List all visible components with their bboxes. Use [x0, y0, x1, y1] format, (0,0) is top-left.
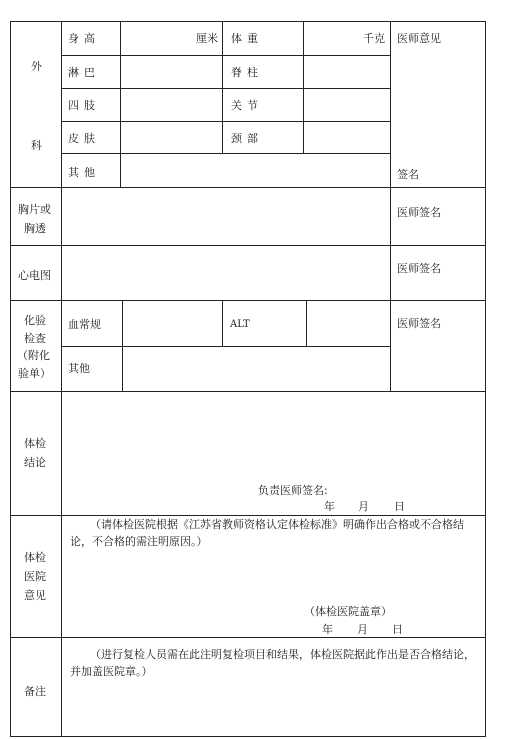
conclusion-year: 年	[324, 500, 335, 513]
lab-other-label: 其他	[68, 362, 90, 375]
neck-label: 颈部	[231, 132, 263, 145]
weight-unit: 千克	[363, 32, 385, 45]
doctor-opinion-label: 医师意见	[397, 32, 441, 45]
conclusion-label-line1: 体检	[24, 437, 46, 450]
chest-result-field[interactable]	[62, 188, 389, 244]
remarks-label: 备注	[24, 685, 46, 698]
divider-ecg-bottom	[10, 300, 486, 301]
surgery-col-line-2	[222, 21, 223, 153]
blood-routine-label: 血常规	[68, 318, 101, 331]
spine-field[interactable]	[304, 56, 389, 87]
remarks-instruction: （进行复检人员需在此注明复检项目和结果，体检医院据此作出是否合格结论，并加盖医院章。）	[70, 648, 475, 678]
surgery-label-b: 科	[31, 139, 42, 152]
ecg-doctor-sign: 医师签名	[397, 262, 441, 275]
conclusion-label-line2: 结论	[24, 456, 46, 469]
conclusion-field[interactable]	[62, 392, 485, 472]
hospital-year: 年	[322, 623, 333, 636]
limbs-field[interactable]	[121, 89, 221, 120]
ecg-label: 心电图	[18, 269, 51, 282]
hospital-label-line3: 意见	[24, 589, 46, 602]
surgery-label-a: 外	[31, 60, 42, 73]
hospital-month: 月	[357, 623, 368, 636]
doctor-column-line	[390, 21, 391, 391]
skin-field[interactable]	[121, 122, 221, 152]
height-unit: 厘米	[196, 32, 218, 45]
lab-label-line1: 化验	[24, 314, 46, 327]
chest-label-line2: 胸透	[24, 222, 46, 235]
weight-label: 体重	[231, 32, 263, 45]
neck-field[interactable]	[304, 122, 389, 152]
lab-other-field[interactable]	[123, 347, 389, 390]
lab-col-line-2	[222, 300, 223, 346]
hospital-label-line2: 医院	[24, 570, 46, 583]
skin-label: 皮肤	[68, 132, 100, 145]
joints-label: 关节	[231, 99, 263, 112]
joints-field[interactable]	[304, 89, 389, 120]
chest-doctor-sign: 医师签名	[397, 206, 441, 219]
divider-hospital-bottom	[10, 637, 486, 638]
other-label: 其他	[68, 166, 100, 179]
lymph-label: 淋巴	[68, 66, 100, 79]
ecg-result-field[interactable]	[62, 246, 389, 299]
hospital-day: 日	[392, 623, 403, 636]
label-column-line	[61, 21, 62, 737]
signature-label: 签名	[397, 168, 419, 181]
alt-label: ALT	[230, 319, 250, 330]
hospital-stamp: （体检医院盖章）	[304, 605, 392, 618]
alt-field[interactable]	[307, 301, 389, 345]
spine-label: 脊柱	[231, 66, 263, 79]
limbs-label: 四肢	[68, 99, 100, 112]
lab-doctor-sign: 医师签名	[397, 317, 441, 330]
height-label: 身高	[68, 32, 100, 45]
hospital-label-line1: 体检	[24, 551, 46, 564]
chest-label-line1: 胸片或	[18, 203, 51, 216]
conclusion-day: 日	[394, 500, 405, 513]
remarks-field[interactable]	[62, 682, 485, 736]
blood-routine-field[interactable]	[123, 301, 221, 345]
hospital-instruction: （请体检医院根据《江苏省教师资格认定体检标准》明确作出合格或不合格结论，不合格的需注明原因。）	[70, 518, 464, 548]
responsible-doctor-sign: 负责医师签名:	[258, 484, 328, 497]
lab-label-line3: （附化	[17, 349, 50, 362]
conclusion-month: 月	[358, 500, 369, 513]
lab-label-line2: 检查	[24, 332, 46, 345]
lymph-field[interactable]	[121, 56, 221, 87]
lab-label-line4: 验单）	[18, 367, 51, 380]
other-field[interactable]	[121, 154, 389, 186]
